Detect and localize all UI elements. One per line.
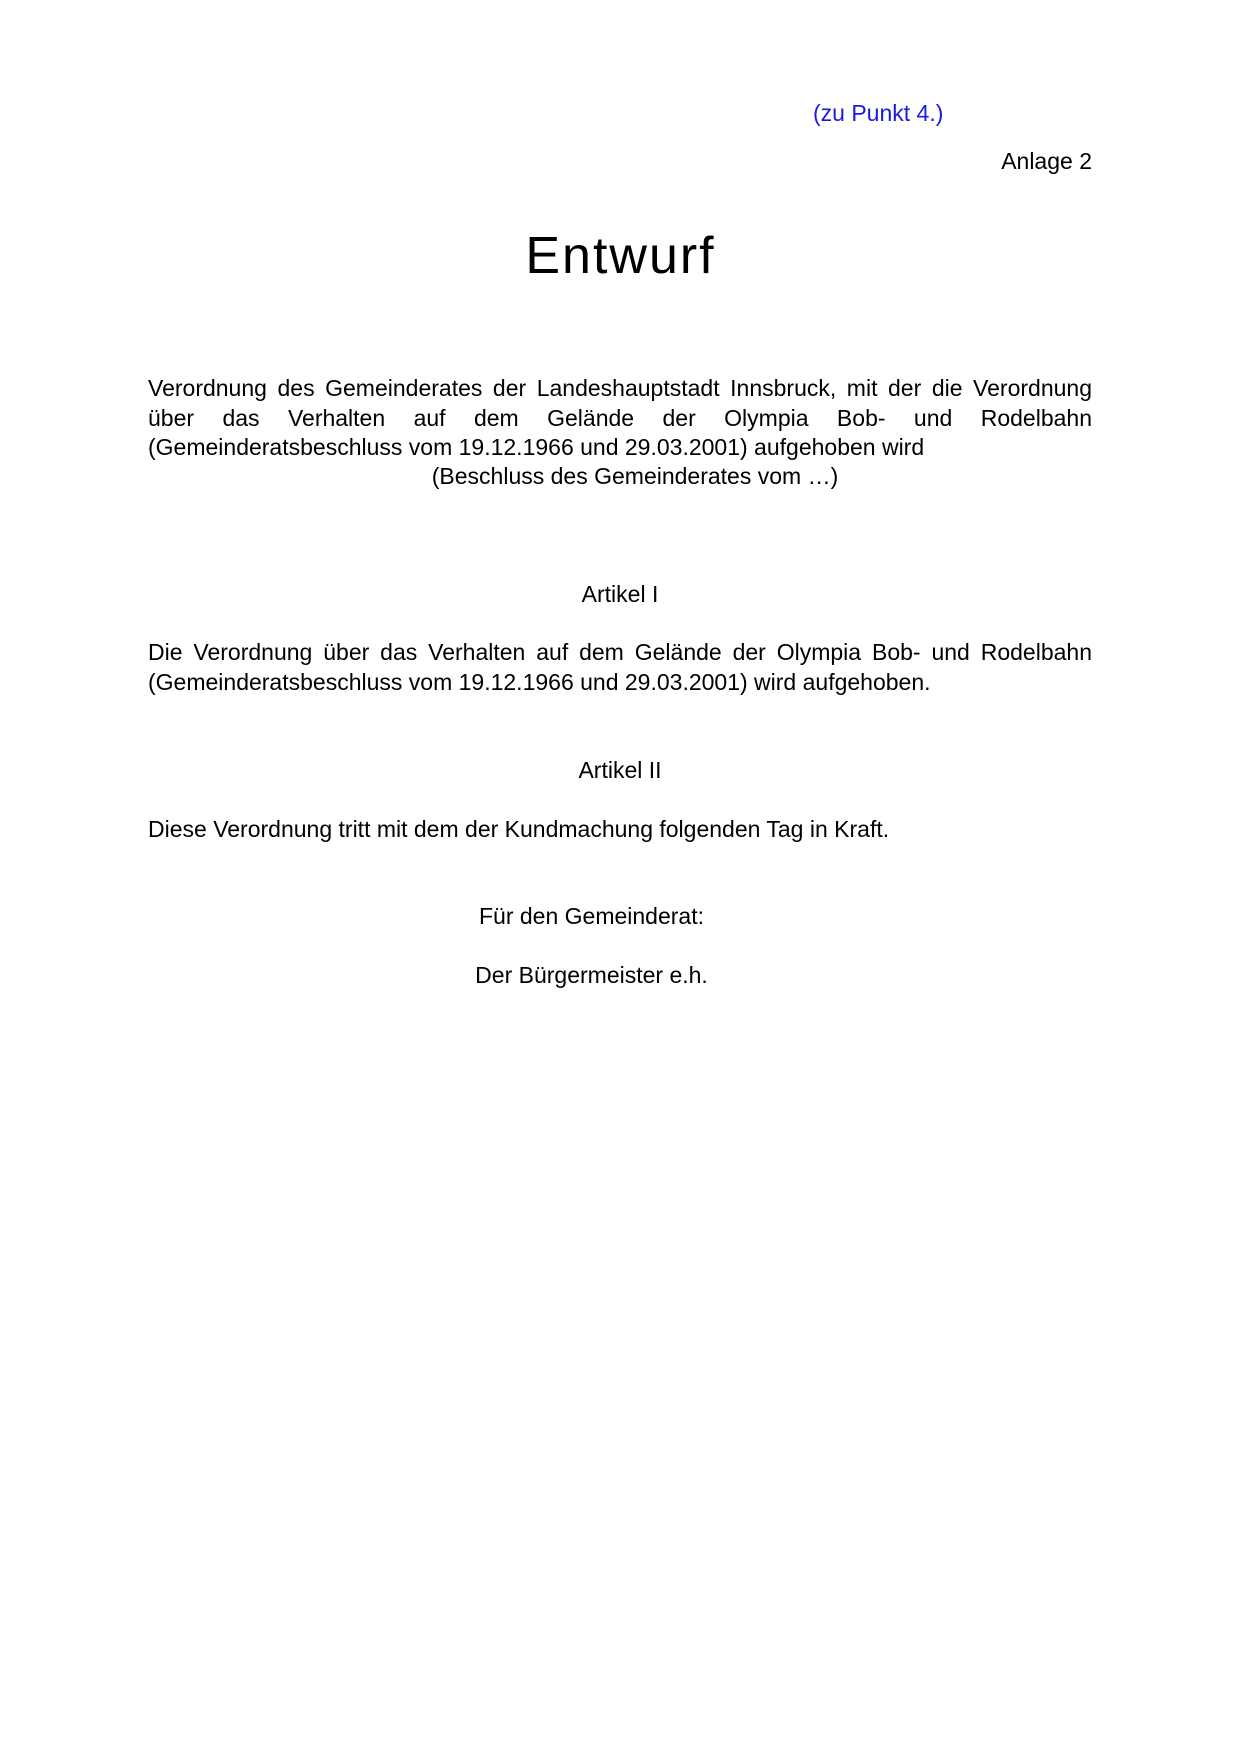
signature-council: Für den Gemeinderat: [478,903,704,929]
ordinance-intro [148,374,1092,463]
draft-title: Entwurf [525,227,716,285]
article-1-body [148,638,1092,697]
article-1-text: Die Verordnung über das Verhalten auf dem Gelände der Olympia Bob- und Rodelbahn (Gemeinderatsbeschluss vom 19.12.1966 und 29.03.2001) wird aufgehoben. [148,639,1092,695]
article-2-text: Diese Verordnung tritt mit dem der Kundmachung folgenden Tag in Kraft. [148,816,890,842]
article-1-heading: Artikel I [581,581,659,607]
article-2-heading: Artikel II [578,757,662,783]
article-2-body [148,815,1092,845]
reference-note: (zu Punkt 4.) [813,100,944,126]
decision-note: (Beschluss des Gemeinderates vom …) [431,463,839,489]
attachment-label: Anlage 2 [1001,148,1092,174]
ordinance-intro-text: Verordnung des Gemeinderates der Landeshauptstadt Innsbruck, mit der die Verordnung über das Verhalten auf dem Gelände der Olympia Bob- und Rodelbahn (Gemeinderatsbeschluss vom 19.12.1966 und 29.03.2001) aufgehoben wird [148,375,1092,460]
signature-mayor: Der Bürgermeister e.h. [475,962,708,988]
